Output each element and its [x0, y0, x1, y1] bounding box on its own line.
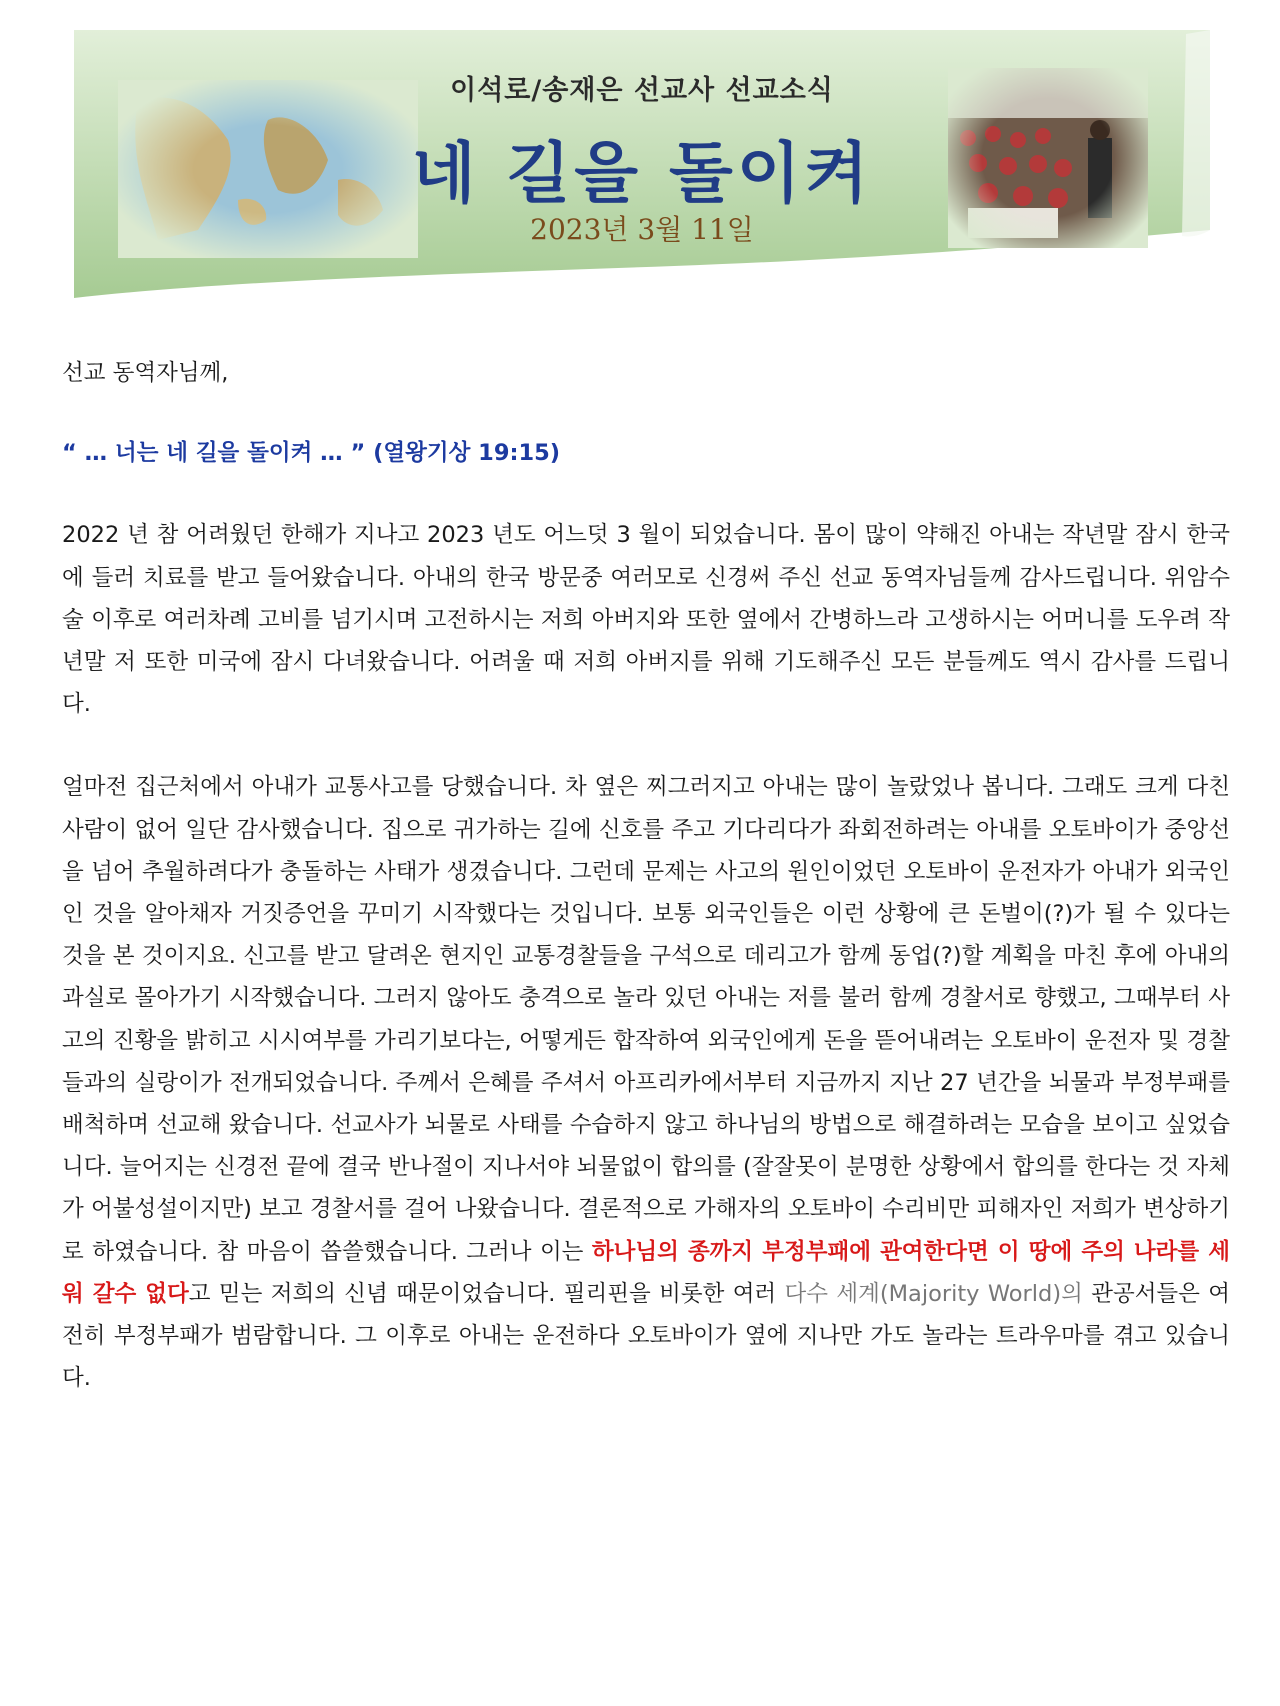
- majority-world-phrase: 다수 세계(Majority World)의: [784, 1280, 1083, 1307]
- newsletter-date: 2023년 3월 11일: [530, 213, 754, 246]
- scripture-verse: “ … 너는 네 길을 돌이켜 … ” (열왕기상 19:15): [62, 440, 561, 467]
- letter-body: [62, 352, 1230, 1440]
- highlighted-statement: 하나님의 종까지 부정부패에 관여한다면 이 땅에 주의 나라를 세워 갈수 없다: [62, 1238, 1231, 1307]
- paragraph-2: [62, 766, 1230, 1399]
- newsletter-banner: [74, 30, 1210, 298]
- paragraph-2-text-a: 얼마전 집근처에서 아내가 교통사고를 당했습니다. 차 옆은 찌그러지고 아내는 많이 놀랐었나 봅니다. 그래도 크게 다친 사람이 없어 일단 감사했습니다. 집으로 귀가하는 길에 신호를 주고 기다리다가 좌회전하려는 아내를 오토바이가 중앙선을 넘어 추월하려다가 충돌하는 사태가 생겼습니다. 그런데 문제는 사고의 원인이었던 오토바이 운전자가 아내가 외국인인 것을 알아채자 거짓증언을 꾸미기 시작했다는 것입니다. 보통 외국인들은 이런 상황에 큰 돈벌이(?)가 될 수 있다는 것을 본 것이지요. 신고를 받고 달려온 현지인 교통경찰들을 구석으로 데리고가 함께 동업(?)할 계획을 마친 후에 아내의 과실로 몰아가기 시작했습니다. 그러지 않아도 충격으로 놀라 있던 아내는 저를 불러 함께 경찰서로 향했고, 그때부터 사고의 진황을 밝히고 시시여부를 가리기보다는, 어떻게든 합작하여 외국인에게 돈을 뜯어내려는 오토바이 운전자 및 경찰들과의 실랑이가 전개되었습니다. 주께서 은혜를 주셔서 아프리카에서부터 지금까지 지난 27 년간을 뇌물과 부정부패를 배척하며 선교해 왔습니다. 선교사가 뇌물로 사태를 수습하지 않고 하나님의 방법으로 해결하려는 모습을 보이고 싶었습니다. 늘어지는 신경전 끝에 결국 반나절이 지나서야 뇌물없이 합의를 (잘잘못이 분명한 상황에서 합의를 한다는 것 자체가 어불성설이지만) 보고 경찰서를 걸어 나왔습니다. 결론적으로 가해자의 오토바이 수리비만 피해자인 저희가 변상하기로 하였습니다. 참 마음이 씁쓸했습니다. 그러나 이는: [62, 774, 1230, 1265]
- letter-greeting: 선교 동역자님께,: [62, 360, 229, 386]
- paragraph-1: 2022 년 참 어려웠던 한해가 지나고 2023 년도 어느덧 3 월이 되었습니다. 몸이 많이 약해진 아내는 작년말 잠시 한국에 들러 치료를 받고 들어왔습니다. 아내의 한국 방문중 여러모로 신경써 주신 선교 동역자님들께 감사드립니다. 위암수술 이후로 여러차례 고비를 넘기시며 고전하시는 저희 아버지와 또한 옆에서 간병하느라 고생하시는 어머니를 도우려 작년말 저 또한 미국에 잠시 다녀왔습니다. 어려울 때 저희 아버지를 위해 기도해주신 모든 분들께도 역시 감사를 드립니다.: [62, 522, 1230, 718]
- newsletter-title: 네 길을 돌이켜: [411, 135, 873, 212]
- paragraph-2-text-b: 고 믿는 저희의 신념 때문이었습니다. 필리핀을 비롯한 여러: [188, 1280, 785, 1307]
- newsletter-subtitle: 이석로/송재은 선교사 선교소식: [450, 75, 834, 106]
- paragraph-2-text-c: 관공서들은 여전히 부정부패가 범람합니다. 그 이후로 아내는 운전하다 오토바이가 옆에 지나만 가도 놀라는 트라우마를 겪고 있습니다.: [62, 1280, 1231, 1392]
